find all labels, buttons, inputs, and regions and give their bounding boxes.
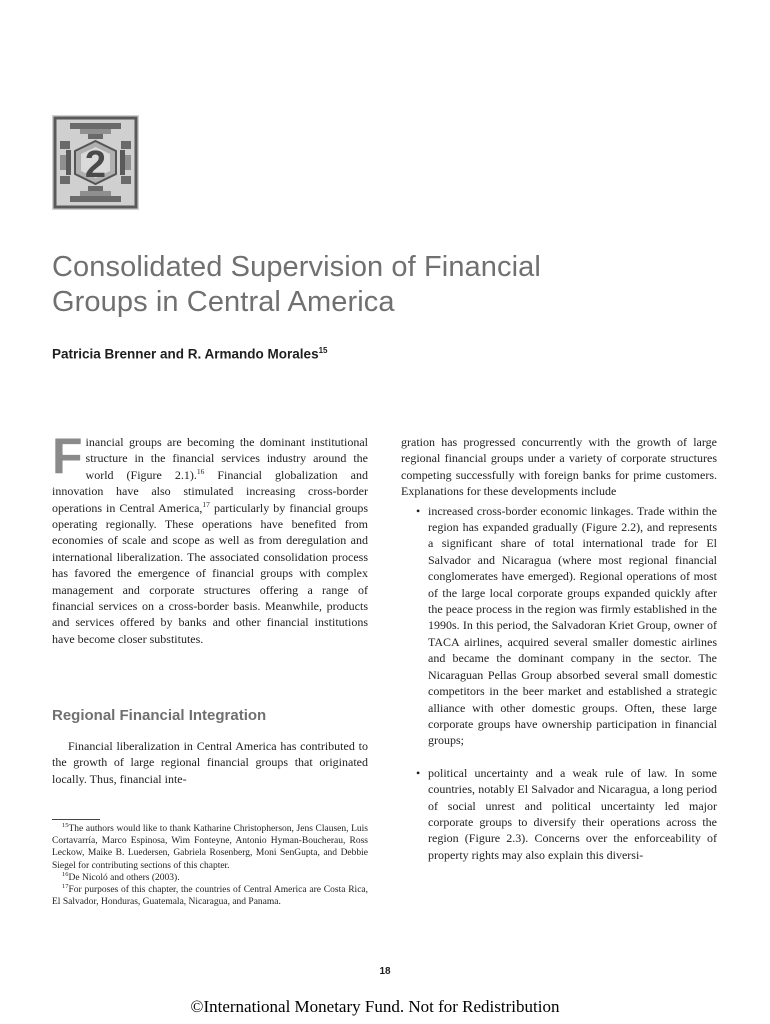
section-column — [52, 738, 368, 787]
intro-text-a: inancial groups are becoming the dominant institutional structure in the financial services industry around the world (Figure 2.1). — [85, 435, 368, 482]
footnote-ref-16: 16 — [196, 466, 205, 476]
authors-footnote-ref: 15 — [318, 346, 328, 355]
footnote-mark: 17 — [62, 882, 69, 890]
intro-paragraph — [52, 428, 368, 647]
page-number: 18 — [379, 966, 391, 977]
chapter-title-line2: Groups in Central America — [52, 286, 395, 318]
chapter-authors — [52, 346, 327, 362]
footnote-mark: 15 — [62, 821, 69, 829]
chapter-title-line1: Consolidated Supervision of Financial — [52, 251, 541, 283]
section-heading: Regional Financial Integration — [52, 707, 267, 724]
section-paragraph: Financial liberalization in Central America has contributed to the growth of large regional financial groups that originated locally. Thus, financial inte- — [52, 739, 368, 786]
svg-text:2: 2 — [84, 144, 107, 186]
bullet-icon: • — [416, 503, 421, 518]
authors-names: Patricia Brenner and R. Armando Morales — [52, 346, 319, 362]
footnote-text: For purposes of this chapter, the countries of Central America are Costa Rica, El Salvador, Honduras, Guatemala, Nicaragua, and Panama. — [52, 885, 368, 908]
intro-text-c: particularly by financial groups operating regionally. These operations have benefited from economies of scale and scope as well as from deregulation and international liberalization. The associated consolidation process has favored the emergence of financial groups with complex management and corporate structures offering a range of financial services on a cross-border basis. Meanwhile, products and services offered by banks and other financial institutions have become closer substitutes. — [52, 500, 368, 646]
footnote-divider — [52, 819, 100, 820]
list-item-text: political uncertainty and a weak rule of law. In some countries, notably El Salvador and Nicaragua, a long period of social unrest and political uncertainty led major corporate groups to diversify their operations across the region (Figure 2.3). Concerns over the enforceability of property rights may also explain this diversi- — [428, 765, 717, 862]
list-item-text: increased cross-border economic linkages. Trade within the region has expanded gradually (Figure 2.2), and represents a significant share of total international trade for El Salvador and Nicaragua (where most regional financial conglomerates have emerged). Regional operations of most of the large local corporate groups expanded quickly after the peace process in the region was firmly established in the 1990s. In this period, the Salvadoran Kriet Group, owner of TACA airlines, acquired several smaller domestic airlines and became the dominant company in the sector. The Nicaraguan Pellas Group absorbed several small domestic competitors in the beer market and established a strategic alliance with other domestic groups. Often, these large corporate groups have ownership participation in financial groups; — [428, 503, 717, 748]
bullet-list — [401, 503, 717, 864]
footnote-mark: 16 — [62, 870, 69, 878]
footnote-text: De Nicoló and others (2003). — [68, 872, 180, 883]
footnote-ref-17: 17 — [202, 499, 210, 509]
intro-text-b: Financial globalization and innovation have also stimulated increasing cross-border operations in Central America, — [52, 467, 368, 515]
drop-cap: F — [52, 428, 83, 484]
footnote-text: The authors would like to thank Katharine Christopherson, Jens Clausen, Luis Cortavarría, Marco Espinosa, Wim Fonteyne, Antonio Hyman-Boucherau, Ross Leckow, Maike B. Luedersen, Gabriela Rosenberg, Moni SenGupta, and Debbie Siegel for contributing sections of this chapter. — [52, 824, 368, 871]
footnote-16 — [52, 872, 368, 884]
bullet-icon: • — [416, 765, 421, 780]
right-column — [401, 434, 717, 863]
copyright-notice: ©International Monetary Fund. Not for Redistribution — [190, 997, 560, 1016]
footnotes — [52, 823, 368, 908]
footnote-17 — [52, 884, 368, 908]
intro-column — [52, 428, 368, 647]
list-item — [401, 503, 717, 749]
chapter-emblem-icon — [52, 115, 139, 210]
chapter-title — [52, 250, 692, 320]
list-item — [401, 765, 717, 863]
footnote-15 — [52, 823, 368, 872]
right-paragraph: gration has progressed concurrently with the growth of large regional financial groups under a variety of corporate structures competing successfully with foreign banks for prime customers. Explanations for these developments include — [401, 435, 717, 499]
